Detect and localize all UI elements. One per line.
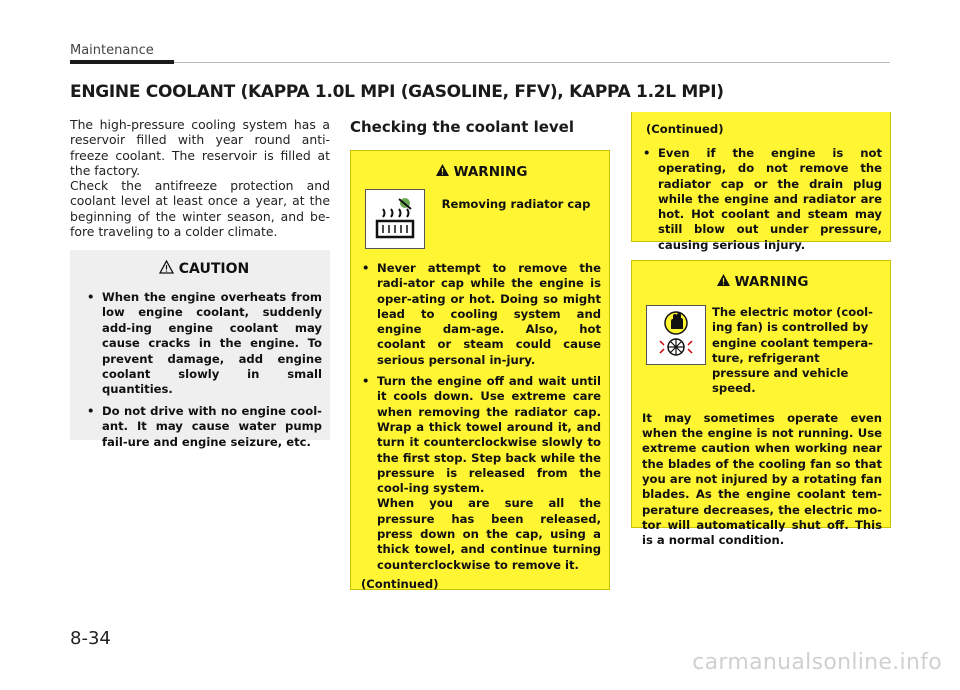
warning-item: • Even if the engine is not operating, do not remove the radiator cap or the drain plug while the engine and radiator are hot. Hot coolant and steam may still blow out under pressure, causing serious injury.: [642, 146, 882, 253]
radiator-pic-row: [365, 189, 601, 249]
warning-heading-label: WARNING: [734, 274, 809, 290]
caution-item: • Do not drive with no engine cool-ant. It may cause water pump fail-ure and engine seizure, etc.: [86, 404, 322, 450]
caution-list: [86, 290, 322, 450]
fan-pic-caption: The electric motor (cool-ing fan) is controlled by engine coolant tempera-ture, refrigerant pressure and vehicle speed.: [712, 305, 873, 396]
checking-title: Checking the coolant level: [350, 118, 574, 136]
warning-heading: [361, 151, 601, 189]
warning-triangle-icon: [716, 273, 731, 291]
continued-label: (Continued): [361, 576, 439, 591]
intro-paragraph-1: The high-pressure cooling system has a reservoir filled with year round anti-freeze coolant. The reservoir is filled at the factory.: [70, 117, 330, 178]
warning-item: [361, 261, 601, 368]
warning-item-extra: When you are sure all the pressure has been released, press down on the cap, using a thick towel, and continue turning counterclockwise to remove it.: [377, 496, 601, 572]
warning-triangle-icon: [435, 163, 450, 181]
continued-label: (Continued): [646, 122, 724, 136]
warning-list-radiator: [361, 261, 601, 573]
intro-paragraph-2: Check the antifreeze protection and coolant level at least once a year, at the beginning of the winter season, and be-fore traveling to a colder climate.: [70, 178, 330, 240]
radiator-pic-caption: Removing radiator cap: [441, 197, 591, 211]
warning-heading-label: WARNING: [453, 164, 528, 180]
warning-item-text: • Turn the engine off and wait until it cools down. Use extreme care when removing the radiator cap. Wrap a thick towel around it, and turn it counterclockwise slowly to the first stop. Step back while the pressure is released from the cool-ing system.: [377, 374, 601, 496]
warning-heading: [642, 261, 882, 299]
warning-item-text: Never attempt to remove the radi-ator cap while the engine is oper-ating or hot. Doing so might lead to cooling system and engine dam-age. Also, hot coolant or steam could cause serious personal in-jury.: [377, 261, 601, 367]
warning-item: [361, 374, 601, 573]
intro-text: [70, 117, 330, 239]
warning-list-continued: [642, 146, 882, 253]
caution-heading: [86, 260, 322, 278]
caution-heading-label: CAUTION: [178, 261, 250, 277]
warning-box-radiator: [350, 150, 610, 590]
page-title: ENGINE COOLANT (KAPPA 1.0L MPI (GASOLINE, FFV), KAPPA 1.2L MPI): [70, 82, 724, 102]
cooling-fan-icon: [646, 305, 706, 365]
caution-item: • When the engine overheats from low engine coolant, suddenly add-ing engine coolant may cause cracks in the engine. To prevent damage, add engine coolant slowly in small quantities.: [86, 290, 322, 398]
fan-pic-row: [646, 305, 882, 397]
warning-box-fan: [631, 260, 891, 548]
section-divider: [174, 62, 890, 63]
section-label: Maintenance: [70, 43, 154, 58]
warning-box-continued: [631, 112, 891, 252]
page-number: 8-34: [70, 628, 111, 649]
caution-triangle-icon: [159, 260, 174, 278]
watermark: carmanualsonline.info: [692, 650, 942, 675]
caution-box: [70, 250, 330, 449]
radiator-cap-icon: [365, 189, 425, 249]
fan-warning-body: It may sometimes operate even when the engine is not running. Use extreme caution when working near the blades of the cooling fan so that you are not injured by a rotating fan blades. As the engine coolant tem-perature decreases, the electric mo-tor will automatically shut off. This is a normal condition.: [642, 410, 882, 548]
section-rule: [70, 60, 174, 64]
